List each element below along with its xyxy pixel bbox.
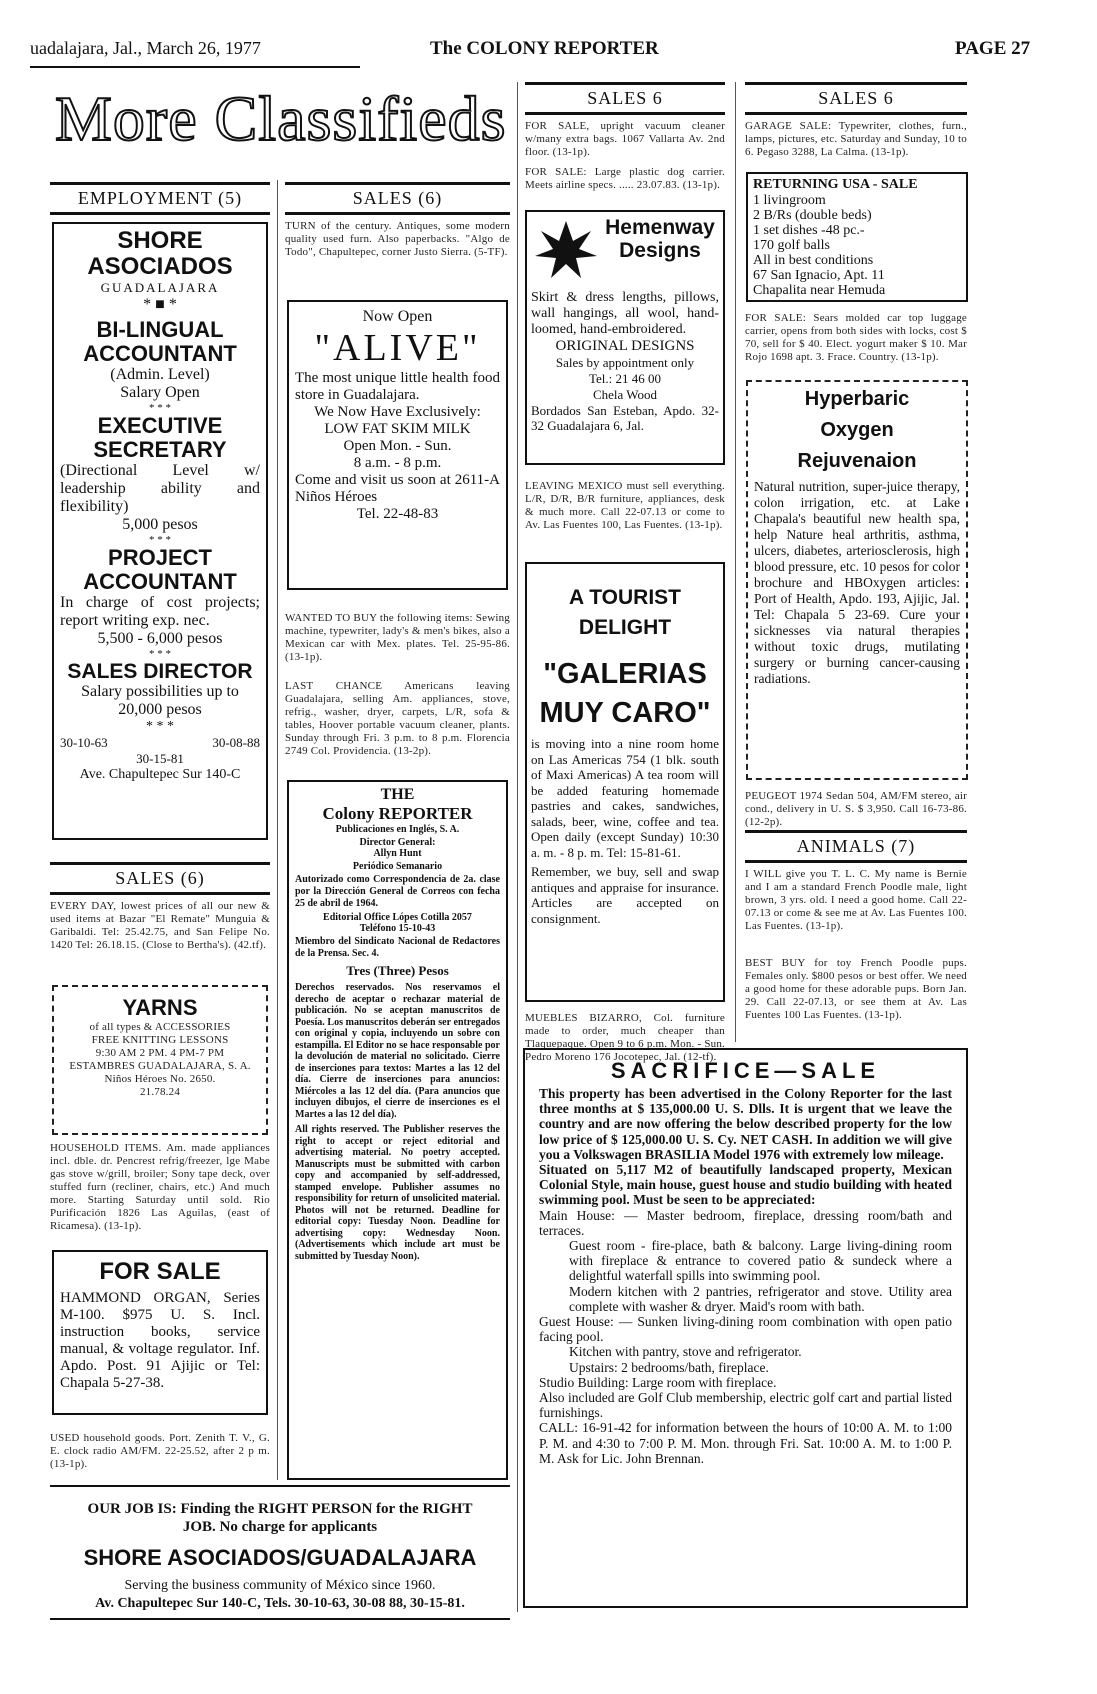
yarns-store: ESTAMBRES GUADALAJARA, S. A.	[69, 1060, 251, 1072]
hyper-title-3: Rejuvenaion	[797, 450, 917, 472]
sacrifice-property: Situated on 5,117 M2 of beautifully landscaped property, Mexican Colonial Style, main house, guest house and studio building with heated swimming pool. Must be seen to be appreciated:	[539, 1162, 952, 1208]
shore-city: GUADALAJARA	[100, 280, 220, 295]
returning-usa-ad	[746, 172, 968, 302]
job-bilingual: BI-LINGUAL	[96, 317, 224, 342]
masthead-tel: Teléfono 15-10-43	[359, 923, 436, 934]
sacrifice-call: CALL: 16-91-42 for information between the hours of 10:00 A. M. to 1:00 P. M. and 4:30 to 7:00 P. M. Mon. through Fri. Sat. 10:00 A. M. to 1:00 P. M. Ask for Lic. John Brennan.	[539, 1420, 952, 1466]
shore-asociados-ad	[52, 222, 268, 840]
galerias-top-1: A TOURIST	[568, 586, 681, 609]
hyper-body: Natural nutrition, super-juice therapy, colon irrigation, etc. at Lake Chapala's beautiful new health spa, help Nature heal arthritis, asthma, ulcers, diabetes, arteriosclerosis, high blood pressure, etc. 10 pesos for color brochure and HBOxygen articles: Port of Health, Apdo. 193, Ajijic, Jal. Tel: Chapala 5 23-69. Cure your sicknesses via natural therapies without toxic drugs, mutilating surgery or burning cancer-causing radiations.	[754, 479, 960, 686]
sacrifice-intro: This property has been advertised in the Colony Reporter for the last three months at $ 135,000.00 U. S. Dlls. It is urgent that we leave the country and are now offering the below described property for the low low price of $ 125,000.00 U. S. Cy. NET CASH. In addition we will give you a Volkswagen BRASILIA Model 1976 with extremely low mileage.	[539, 1086, 952, 1162]
sacrifice-studio: Studio Building: Large room with fireplace.	[539, 1374, 777, 1390]
sacrifice-kitchen: Modern kitchen with 2 pantries, refrigerator and stove. Utility area complete with washer & dryer. Maid's room with bath.	[569, 1283, 952, 1314]
employment-heading: EMPLOYMENT (5)	[77, 188, 243, 208]
everyday-ad: EVERY DAY, lowest prices of all our new & used items at Bazar "El Remate" Munguia & Garibaldi. Tel: 25.42.75, and San Felipe No. 1420 Tel: 26.18.15. (Close to Bertha's). (42.tf).	[50, 900, 270, 951]
job-project-accountant: ACCOUNTANT	[83, 569, 237, 594]
hyper-title-1: Hyperbaric	[804, 388, 910, 410]
returning-item-6: 67 San Ignacio, Apt. 11	[753, 268, 885, 283]
masthead-rights-english: All rights reserved. The Publisher reserves the right to accept or reject editorial and advertising material. No poetry accepted. Manuscripts must be submitted with carbon copy and accompanied by self-addressed, stamped envelope. Publisher assumes no responsibility for return of unsolicited material. Photos will not be returned. Deadline for editorial copy: Tuesday Noon. Deadline for advertising copy: Wednesday Noon. (Advertisements which include art must be submitted by Tuesday Noon).	[295, 1124, 500, 1262]
sacrifice-guest-room: Guest room - fire-place, bath & balcony. Large living-dining room with fireplace & entrance to covered patio & sundeck where a delightful waterfall spills into swimming pool.	[569, 1238, 952, 1284]
masthead-publisher: Publicaciones en Inglés, S. A.	[335, 824, 460, 835]
shore-tel-2: 30-08-88	[212, 735, 260, 750]
separator: * * *	[149, 648, 171, 660]
hyperbaric-ad	[746, 380, 968, 780]
returning-item-1: 1 livingroom	[753, 193, 826, 208]
masthead-member: Miembro del Sindicato Nacional de Redactores de la Prensa. Sec. 4.	[295, 936, 500, 959]
returning-title: RETURNING USA - SALE	[753, 177, 918, 192]
alive-open: Open Mon. - Sun.	[343, 438, 452, 454]
job-salary: Salary Open	[120, 384, 200, 401]
yarns-address: Niños Héroes No. 2650.	[104, 1073, 216, 1085]
yarns-hours: 9:30 AM 2 PM. 4 PM-7 PM	[95, 1047, 225, 1059]
returning-item-2: 2 B/Rs (double beds)	[753, 208, 872, 223]
masthead-office: Editorial Office Lópes Cotilla 2057	[323, 912, 472, 923]
leaving-mexico-ad: LEAVING MEXICO must sell everything. L/R, D/R, B/R furniture, appliances, desk & much more. Call 22-07.13 or come to Av. Las Fuentes 100, Las Fuentes. (13-1p).	[525, 480, 725, 531]
masthead-box	[287, 780, 508, 1480]
shore-address: Ave. Chapultepec Sur 140-C	[79, 767, 241, 782]
hemenway-name: Hemenway	[605, 216, 715, 239]
shore-tel-1: 30-10-63	[60, 735, 108, 750]
alive-milk: LOW FAT SKIM MILK	[324, 421, 471, 437]
returning-item-7: Chapalita near Hemuda	[753, 283, 886, 298]
header-page-number: PAGE 27	[955, 38, 1031, 59]
sales-heading-col1: SALES (6)	[115, 868, 205, 888]
masthead-the: THE	[380, 786, 415, 803]
alive-ad	[287, 300, 508, 590]
alive-hours: 8 a.m. - 8 p.m.	[353, 455, 442, 471]
sacrifice-gh-upstairs: Upstairs: 2 bedrooms/bath, fireplace.	[569, 1359, 769, 1375]
sacrifice-also: Also included are Golf Club membership, electric golf cart and partial listed furnishings.	[539, 1390, 952, 1421]
hemenway-person: Chela Wood	[592, 387, 658, 402]
animals-heading: ANIMALS (7)	[796, 836, 916, 856]
hemenway-appointment: Sales by appointment only	[555, 355, 695, 370]
muebles-ad: MUEBLES BIZARRO, Col. furniture made to order, much cheaper than Tlaquepaque. Open 9 to 6 p.m. Mon. - Sun. Pedro Moreno 176 Jocotepec, Jal. (12-tf).	[525, 1012, 725, 1063]
galerias-top-2: DELIGHT	[578, 616, 672, 639]
masthead-price: Tres (Three) Pesos	[346, 963, 449, 978]
returning-item-4: 170 golf balls	[753, 238, 830, 253]
wanted-ad: WANTED TO BUY the following items: Sewing machine, typewriter, lady's & men's bikes, also a Mexican car with Mex. plates. Tel. 25-95-86. (13-1p).	[285, 612, 510, 663]
hemenway-address: Bordados San Esteban, Apdo. 32-32 Guadalajara 6, Jal.	[531, 403, 719, 433]
household-ad: HOUSEHOLD ITEMS. Am. made appliances incl. dble. dr. Pencrest refrig/freezer, lge Mabe gas stove w/grill, broiler; Sony tape deck, over stuffed furn (recliner, chairs, etc.) And much more. Starting Saturday until sold. Rio Purificación 1826 Las Aguilas, (east of Ricamesa). (13-1p).	[50, 1142, 270, 1232]
shore-serving: Serving the business community of México since 1960.	[124, 1578, 436, 1593]
job-project: PROJECT	[108, 545, 212, 570]
vacuum-ad: FOR SALE, upright vacuum cleaner w/many extra bags. 1067 Vallarta Av. 2nd floor. (13-1p).	[525, 120, 725, 158]
sears-carrier-ad: FOR SALE: Sears molded car top luggage carrier, opens from both sides with locks, cost $ 70, sell for $ 40. Elect. yogurt maker $ 10. Mar Rojo 1698 apt. 3. Frace. Country. (13-1p).	[745, 312, 967, 363]
yarns-lessons: FREE KNITTING LESSONS	[91, 1034, 229, 1046]
job-level: (Admin. Level)	[110, 366, 210, 383]
header-paper-name: The COLONY REPORTER	[430, 38, 659, 59]
masthead-rights-spanish: Derechos reservados. Nos reservamos el derecho de aceptar o rechazar material de publicación. No se aceptan manuscritos de Poesía. Los manuscritos deberán ser entregados con original y copia, incluyendo un sobre con estampilla. El Editor no se hace responsable por la devolución de material no solicitado. Cierre de inserciones para textos: Martes a las 12 del día. Cierre de inserciones para anuncios: Miércoles a las 12 del día. (Para anuncios que incluyen dibujos, el cierre de inserciones es el Martes a las 12 del día).	[295, 982, 500, 1120]
page-title: More Classifieds	[55, 83, 507, 154]
sales-heading-col4: SALES 6	[818, 88, 894, 108]
masthead-director-name: Allyn Hunt	[373, 848, 422, 859]
galerias-name-2: MUY CARO"	[539, 697, 711, 729]
masthead-director-label: Director General:	[359, 837, 436, 848]
last-chance-ad: LAST CHANCE Americans leaving Guadalajara, selling Am. appliances, stove, refrig., washer, dryer, carpets, L/R, sofa & tables, Hoover portable vacuum cleaner, plants. Sunday through Fri. 3 p.m. to 8 p.m. Florencia 2749 Col. Providencia. (13-2p).	[285, 680, 510, 757]
job-secretary-pay: 5,000 pesos	[122, 516, 198, 533]
shore-bottom-address: Av. Chapultepec Sur 140-C, Tels. 30-10-63, 30-08 88, 30-15-81.	[95, 1596, 465, 1611]
sales-heading-col2: SALES (6)	[352, 188, 443, 208]
alive-visit: Come and visit us soon at 2611-A Niños Héroes	[295, 472, 500, 505]
job-executive: EXECUTIVE	[97, 413, 223, 438]
alive-desc: The most unique little health food store in Guadalajara.	[295, 370, 500, 403]
hemenway-ad	[525, 210, 725, 465]
returning-item-3: 1 set dishes -48 pc.-	[753, 223, 865, 238]
job-sales-director: SALES DIRECTOR	[67, 660, 253, 683]
header-date: uadalajara, Jal., March 26, 1977	[30, 38, 261, 58]
galerias-body-2: Remember, we buy, sell and swap antiques and appraise for insurance. Articles are accepted on consignment.	[531, 864, 719, 926]
job-sales-pay: Salary possibilities up to 20,000 pesos	[81, 683, 239, 718]
forsale-title: FOR SALE	[99, 1258, 221, 1285]
galerias-ad	[525, 562, 725, 1002]
alive-exclusive: We Now Have Exclusively:	[314, 404, 481, 420]
separator: * * *	[149, 402, 171, 414]
job-secretary: SECRETARY	[93, 437, 227, 462]
job-secretary-desc: (Directional Level w/ leadership ability and flexibility)	[60, 462, 260, 515]
alive-tel: Tel. 22-48-83	[356, 506, 439, 522]
hemenway-designs: Designs	[619, 239, 701, 262]
turn-of-century-ad: TURN of the century. Antiques, some modern quality used furn. Also paperbacks. "Algo de Todo", Chapultepec, corner Justo Sierra. (5-TF).	[285, 220, 510, 258]
garage-sale-ad: GARAGE SALE: Typewriter, clothes, furn., lamps, pictures, etc. Saturday and Sunday, 10 to 6. Pegaso 3288, La Calma. (13-1p).	[745, 120, 967, 158]
sacrifice-title: SACRIFICE—SALE	[610, 1058, 881, 1083]
masthead-weekly: Periódico Semanario	[352, 861, 443, 872]
poodle-pups-ad: BEST BUY for toy French Poodle pups. Females only. $800 pesos or best offer. We need a good home for these adorable pups. Born Jan. 29. Call 22-07.13, or see them at Av. Las Fuentes 100 Las Fuentes. (13-1p).	[745, 957, 967, 1021]
separator: * * *	[146, 719, 174, 734]
job-accountant: ACCOUNTANT	[83, 341, 237, 366]
poodle-ad: I WILL give you T. L. C. My name is Bernie and I am a standard French Poodle male, light brown, 3 yrs. old. I need a good home. Call 22-07.13 or come & see me at Av. Las Fuentes 100. Las Fuentes. (13-1p).	[745, 868, 967, 932]
hyper-title-2: Oxygen	[820, 419, 894, 441]
returning-item-5: All in best conditions	[753, 253, 874, 268]
sacrifice-main-house: Main House: — Master bedroom, fireplace, dressing room/bath and terraces.	[539, 1207, 952, 1238]
yarns-title: YARNS	[122, 995, 198, 1020]
alive-top: Now Open	[362, 308, 433, 325]
yarns-tel: 21.78.24	[139, 1086, 181, 1098]
hemenway-original: ORIGINAL DESIGNS	[555, 338, 695, 354]
hemenway-tel: Tel.: 21 46 00	[588, 371, 662, 386]
yarns-ad	[52, 985, 268, 1135]
shore-tel-3: 30-15-81	[136, 751, 184, 766]
masthead-authorization: Autorizado como Correspondencia de 2a. clase por la Dirección General de Correos con fecha 25 de abril de 1964.	[295, 874, 500, 909]
separator: * * *	[149, 534, 171, 546]
peugeot-ad: PEUGEOT 1974 Sedan 504, AM/FM stereo, air cond., delivery in U. S. $ 3,950. Call 16-73-86. (12-2p).	[745, 790, 967, 828]
galerias-name-1: "GALERIAS	[543, 658, 707, 690]
shore-name-2: ASOCIADOS	[87, 253, 233, 280]
hemenway-logo-icon	[531, 216, 601, 286]
hemenway-desc: Skirt & dress lengths, pillows, wall hangings, all wool, hand-loomed, hand-embroidered.	[531, 290, 719, 337]
used-goods-ad: USED household goods. Port. Zenith T. V., G. E. clock radio AM/FM. 22-25.52, after 2 p m. (13-1p).	[50, 1432, 270, 1470]
sacrifice-guest-house: Guest House: — Sunken living-dining room combination with open patio facing pool.	[539, 1314, 952, 1345]
shore-stars: * ■ *	[143, 296, 177, 313]
job-project-pay: 5,500 - 6,000 pesos	[97, 630, 223, 647]
our-job-text: OUR JOB IS: Finding the RIGHT PERSON for the RIGHT JOB. No charge for applicants	[87, 1501, 473, 1535]
alive-name: "ALIVE"	[314, 327, 481, 369]
job-project-desc: In charge of cost projects; report writing exp. nec.	[60, 594, 260, 629]
shore-bottom-name: SHORE ASOCIADOS/GUADALAJARA	[83, 1545, 477, 1570]
hammond-organ-ad	[52, 1250, 268, 1415]
sales-heading-col3: SALES 6	[587, 88, 663, 108]
shore-name-1: SHORE	[117, 227, 203, 254]
yarns-sub: of all types & ACCESSORIES	[89, 1021, 231, 1033]
forsale-body: HAMMOND ORGAN, Series M-100. $975 U. S. Incl. instruction books, service manual, & voltage regulator. Inf. Apdo. Post. 91 Ajijic or Tel: Chapala 5-27-38.	[60, 1290, 260, 1391]
galerias-body-1: is moving into a nine room home on Las Americas 754 (1 blk. south of Maxi Americas) A tea room will be added featuring homemade pastries and cakes, sandwiches, salads, beer, wine, coffee and tea. Open daily (except Sunday) 10:30 a. m. - 8 p. m. Tel: 15-81-61.	[531, 736, 719, 860]
masthead-name: Colony REPORTER	[322, 804, 473, 823]
sacrifice-sale-ad	[523, 1048, 968, 1608]
sacrifice-gh-kitchen: Kitchen with pantry, stove and refrigerator.	[569, 1344, 802, 1360]
dog-carrier-ad: FOR SALE: Large plastic dog carrier. Meets airline specs. ..... 23.07.83. (13-1p).	[525, 166, 725, 191]
